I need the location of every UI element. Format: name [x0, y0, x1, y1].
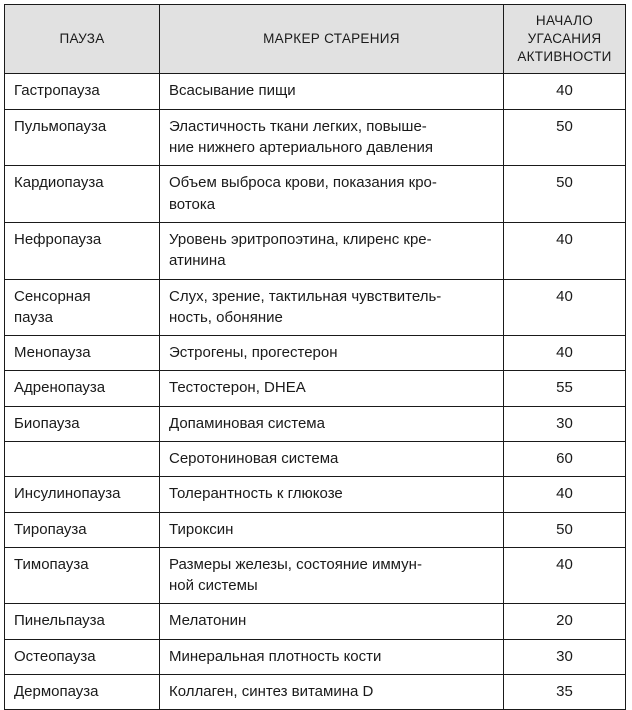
table-row [5, 512, 626, 547]
cell-pause-name [5, 336, 160, 371]
cell-onset-age: 40 [504, 74, 626, 109]
table-row [5, 639, 626, 674]
cell-aging-marker [160, 406, 504, 441]
cell-pause-name [5, 222, 160, 279]
pause-name-line: Пульмопауза [14, 117, 107, 135]
column-header-marker [160, 5, 504, 74]
cell-onset-age: 40 [504, 547, 626, 604]
column-header-marker-line: МАРКЕР СТАРЕНИЯ [263, 30, 400, 46]
aging-marker-line: Тироксин [169, 520, 234, 538]
cell-onset-age: 20 [504, 604, 626, 639]
column-header-onset [504, 5, 626, 74]
pause-name-line: Сенсорная [14, 287, 91, 305]
table-row [5, 279, 626, 336]
cell-aging-marker [160, 166, 504, 223]
pause-name-line: Остеопауза [14, 647, 96, 665]
table-row [5, 371, 626, 406]
aging-marker-line: Толерантность к глюкозе [169, 485, 343, 503]
aging-marker-line: Тестостерон, DHEA [169, 379, 306, 397]
cell-pause-name [5, 74, 160, 109]
cell-pause-name [5, 477, 160, 512]
table-header-row [5, 5, 626, 74]
cell-pause-name [5, 604, 160, 639]
table-row [5, 604, 626, 639]
cell-aging-marker [160, 512, 504, 547]
cell-aging-marker [160, 604, 504, 639]
pause-name-line: Нефропауза [14, 230, 102, 248]
cell-aging-marker [160, 639, 504, 674]
column-header-onset-line: НАЧАЛО [535, 13, 594, 28]
aging-marker-line: ной системы [169, 577, 258, 595]
table-row [5, 336, 626, 371]
cell-aging-marker [160, 336, 504, 371]
cell-onset-age: 40 [504, 336, 626, 371]
pause-name-line: Кардиопауза [14, 174, 104, 192]
pause-name-line: Тимопауза [14, 555, 89, 573]
pause-name-line: Тиропауза [14, 520, 87, 538]
cell-aging-marker [160, 547, 504, 604]
aging-marker-line: Эстрогены, прогестерон [169, 344, 338, 362]
aging-marker-line: ние нижнего артериального давления [169, 139, 434, 157]
column-header-pause-line: ПАУЗА [59, 30, 105, 46]
cell-aging-marker [160, 279, 504, 336]
column-header-onset-line: УГАСАНИЯ [527, 30, 602, 46]
aging-marker-line: ность, обоняние [169, 308, 283, 326]
cell-aging-marker [160, 477, 504, 512]
aging-marker-line: Серотониновая система [169, 450, 339, 467]
aging-marker-line: Размеры железы, состояние иммун- [169, 555, 422, 573]
cell-pause-name [5, 639, 160, 674]
cell-onset-age: 35 [504, 675, 626, 710]
cell-pause-name [5, 109, 160, 166]
aging-marker-line: Уровень эритропоэтина, клиренс кре- [169, 230, 432, 248]
cell-aging-marker [160, 675, 504, 710]
table-row [5, 547, 626, 604]
column-header-onset-line: АКТИВНОСТИ [517, 48, 612, 64]
cell-pause-name [5, 675, 160, 710]
pause-name-line: Гастропауза [14, 82, 100, 100]
cell-onset-age: 55 [504, 371, 626, 406]
cell-onset-age: 40 [504, 222, 626, 279]
pause-name-line: Дермопауза [14, 683, 99, 701]
aging-marker-line: Мелатонин [169, 612, 247, 630]
aging-markers-table [4, 4, 626, 710]
table-row [5, 109, 626, 166]
cell-onset-age: 30 [504, 406, 626, 441]
table-header [5, 5, 626, 74]
pause-name-line: Адренопауза [14, 379, 106, 397]
cell-onset-age: 50 [504, 109, 626, 166]
pause-name-line: Инсулинопауза [14, 485, 121, 503]
cell-pause-name [5, 406, 160, 441]
pause-name-line: пауза [14, 308, 54, 326]
pause-name-line: Пинельпауза [14, 612, 105, 630]
cell-onset-age: 50 [504, 512, 626, 547]
pause-name-line: Менопауза [14, 344, 91, 362]
table-row [5, 166, 626, 223]
cell-onset-age: 60 [504, 442, 626, 477]
cell-aging-marker [160, 442, 504, 477]
aging-marker-line: Минеральная плотность кости [169, 647, 382, 665]
table-row [5, 477, 626, 512]
cell-onset-age: 30 [504, 639, 626, 674]
table-row [5, 222, 626, 279]
cell-pause-name [5, 371, 160, 406]
table-row [5, 406, 626, 441]
table-body [5, 74, 626, 710]
column-header-pause [5, 5, 160, 74]
cell-pause-name [5, 547, 160, 604]
aging-marker-line: Допаминовая система [169, 414, 325, 432]
aging-marker-line: Всасывание пищи [169, 82, 296, 100]
cell-aging-marker [160, 109, 504, 166]
cell-pause-name [5, 279, 160, 336]
table-row [5, 442, 626, 477]
aging-marker-line: Эластичность ткани легких, повыше- [169, 117, 427, 135]
cell-onset-age: 40 [504, 477, 626, 512]
pause-name-line: Биопауза [14, 414, 80, 432]
aging-marker-line: Коллаген, синтез витамина D [169, 683, 374, 701]
cell-aging-marker [160, 371, 504, 406]
cell-onset-age: 50 [504, 166, 626, 223]
cell-aging-marker [160, 74, 504, 109]
aging-marker-line: атинина [169, 252, 226, 270]
cell-pause-name [5, 512, 160, 547]
cell-pause-name [5, 166, 160, 223]
table-row [5, 74, 626, 109]
cell-pause-name [5, 442, 160, 477]
cell-aging-marker [160, 222, 504, 279]
cell-onset-age: 40 [504, 279, 626, 336]
table-row [5, 675, 626, 710]
aging-marker-line: Объем выброса крови, показания кро- [169, 174, 437, 192]
aging-marker-line: вотока [169, 195, 216, 213]
aging-marker-line: Слух, зрение, тактильная чувствитель- [169, 287, 442, 305]
